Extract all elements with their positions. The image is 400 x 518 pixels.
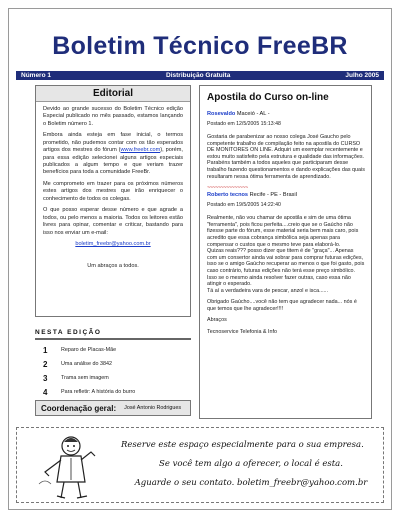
editorial-body [36,102,190,270]
editorial-text: Embora ainda esteja em fase inicial, o termos prometido, não pudemos contar com os tão esperados artigos dos mestres do fórum ( [43,132,183,154]
post-closing: Abraços [207,317,227,324]
list-item[interactable] [43,371,193,385]
editorial-signoff: Um abraços a todos. [87,262,139,269]
post-author[interactable]: Rosevaldo [207,111,236,117]
list-item[interactable] [43,385,193,399]
post-paragraph: Gostaria de parabenizar ao nosso colega José Gaucho pelo competente trabalho de compilação feito na apostila do CURSO DE MONITORES ON LINE. Adquiri um exemplar recentemente e estou muito satisfeito pela estrutura e qualidade das informações. Parabéns também a todos aqueles que participaram desse trabalho fazendo questionamentos e dando explicações das quais resultaram nessa ótima ferramenta de aprendizado. [207,134,365,180]
post-location: Maceió - AL - [236,111,270,117]
item-title: Reparo de Placas-Mãe [61,347,117,353]
editorial-box [35,85,191,317]
editorial-heading: Editorial [36,86,190,102]
advertisement-box [16,427,384,503]
issue-bar [16,71,384,80]
article-box [199,85,372,419]
post-text: Quizas reais??? posso dizer que titem é de "graça"... Apenas com um consertor ainda vai sobrar para comprar futuras edições, isso se o amigo Gaúcho recuperar ao menos o que foi gasto, pois caso contrário, futuras edições não terá esse preço simbólico. Isso se o mesmo ainda resolver fazer outras, caso essa não atingir o esperado. [207,248,365,288]
ad-line: Se você tem algo a oferecer, o local é esta. [159,459,343,469]
post-divider: ~~~~~~~~~~~~~~~ [207,185,248,192]
post-author-line [207,110,365,118]
post-text: Tá aí a verdadeira vara de pescar, anzol e isca...... [207,287,329,294]
issue-date: Julho 2005 [345,72,379,79]
post-text: Realmente, não vou chamar de apostila e sim de uma ótima "ferramenta", pois ficou perfeita....creio que se o Gaúcho não fizesse parte do fórum, esse material seria bem mais caro, pois acredito que essa cobrança simbólica seja apenas para compensar o custos que o mesmo teve para elaborá-lo. [207,215,359,248]
item-number: 1 [43,345,48,355]
item-number: 4 [43,387,48,397]
post-date: Postado em 12/5/2005 15:13:48 [207,121,281,127]
item-number: 3 [43,373,48,383]
post-signature: Tecnoservice Telefonia & Info [207,329,278,336]
ad-line: Reserve este espaço especialmente para o sua empresa. [121,440,364,450]
coordination-label: Coordenação geral: [41,403,117,413]
email-link[interactable]: boletim_freebr@yahoo.com.br [75,241,151,248]
distribution-label: Distribuição Gratuita [166,72,231,79]
post-body [207,215,365,336]
item-title: Para refletir: A história do burro [61,389,136,395]
editorial-email-para [43,241,183,248]
post-location: Recife - PE - Brasil [249,192,297,199]
item-title: Trama sem imagem [61,375,109,381]
editorial-text: ), porém, para essa edição selecionei alguns artigos especiais publicados a algum tempo e que veriam trazer benefícios para toda a comunidade FreeBr. [43,147,183,176]
post-author-line [207,191,365,199]
article-title: Apostila do Curso on-line [207,92,329,103]
in-this-issue-heading: NESTA EDIÇÃO [35,329,191,340]
in-this-issue-list [43,343,193,399]
list-item[interactable] [43,357,193,371]
editorial-paragraph [43,132,183,176]
item-number: 2 [43,359,48,369]
advertisement-text [121,436,381,493]
cartoon-man-icon [31,432,101,500]
post-paragraph [207,215,365,294]
post-author[interactable]: Roberto tecnos [207,192,249,199]
post-body [207,134,365,180]
forum-link[interactable]: www.freebr.com [120,147,161,154]
item-title: Uma análise do 3842 [61,361,112,367]
post-paragraph: Obrigado Gaúcho....você não tem que agradecer nada... nós é que temos que lhe agradecer!!!! [207,299,357,312]
issue-number: Número 1 [21,72,51,79]
ad-contact-line[interactable]: Aguarde o seu contato. boletim_freebr@yahoo.com.br [134,478,368,488]
coordination-box [35,400,191,416]
editorial-paragraph: Me comprometo em trazer para os próximos números estes artigos dos mestres que irão enriquecer o conhecimento de todos os colegas. [43,181,183,202]
coordinator-name: José Antonio Rodrigues [124,405,182,411]
editorial-paragraph: O que posso esperar desse número e que agrade a todos, ou pelo menos a maioria. Todos os leitores estão livres para opinar, comentar e criticar, bastando para isso nos enviar um e-mail: [43,207,183,236]
post-date: Postado em 19/5/2005 14:22:40 [207,202,281,209]
editorial-paragraph: Devido ao grande sucesso do Boletim Técnico edição Especial publicado no mês passado, estamos lançando o Boletim número 1. [43,106,183,127]
list-item[interactable] [43,343,193,357]
newsletter-title: Boletim Técnico FreeBR [52,31,348,60]
